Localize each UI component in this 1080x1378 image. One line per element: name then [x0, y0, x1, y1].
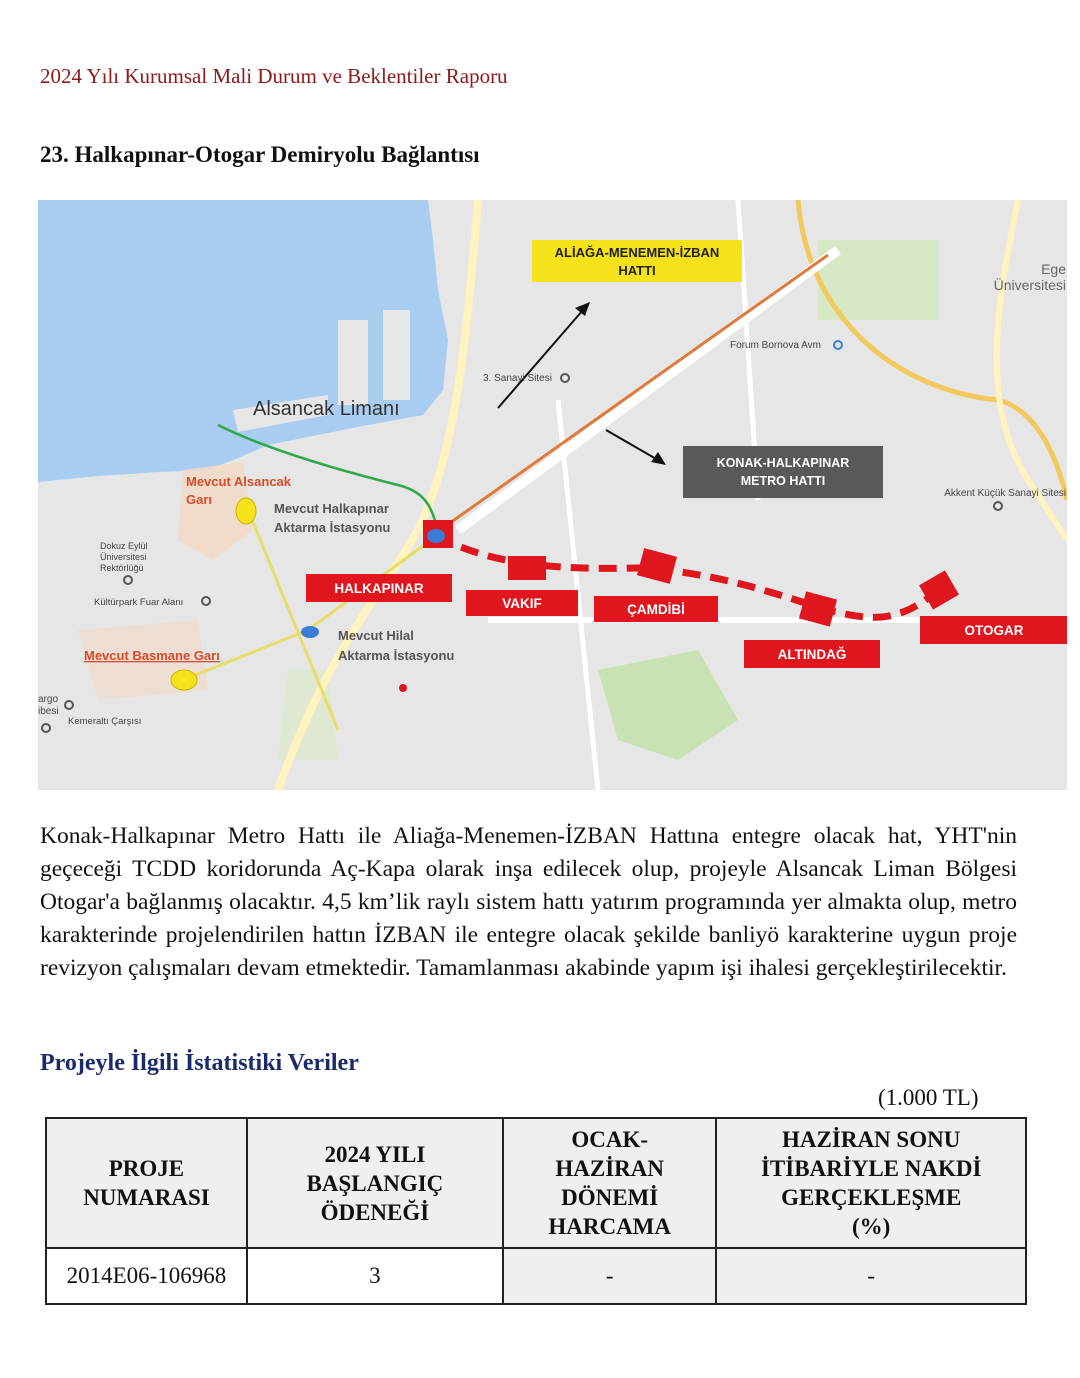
header-jan-jun-spending: OCAK- HAZİRAN DÖNEMİ HARCAMA: [503, 1118, 716, 1248]
sanayi-sitesi-label: 3. Sanayi Sitesi: [483, 373, 552, 384]
ege-universitesi-label: Ege: [1041, 261, 1066, 277]
konak-line-label: KONAK-HALKAPINAR: [716, 456, 850, 470]
header-initial-allocation: 2024 YILI BAŞLANGIÇ ÖDENEĞİ: [247, 1118, 503, 1248]
basmane-gari-label: Mevcut Basmane Garı: [84, 648, 220, 663]
stats-table: [45, 1117, 1027, 1305]
station-vakif: VAKIF: [502, 596, 542, 611]
port-pier: [383, 310, 410, 400]
report-header: 2024 Yılı Kurumsal Mali Durum ve Beklentiler Raporu: [40, 64, 508, 88]
cell-initial-allocation: 3: [247, 1248, 503, 1304]
dokuz-eylul-label: Üniversitesi: [100, 552, 147, 562]
hilal-aktarma-label: Aktarma İstasyonu: [338, 648, 455, 663]
cell-jan-jun-spending: -: [503, 1248, 716, 1304]
header-realization-percent: HAZİRAN SONU İTİBARİYLE NAKDİ GERÇEKLEŞME (%): [716, 1118, 1026, 1248]
existing-station-marker: [301, 626, 319, 638]
alsancak-gari-label: Mevcut Alsancak: [186, 474, 292, 489]
ege-universitesi-label: Üniversitesi: [993, 277, 1066, 293]
station-halkapinar: HALKAPINAR: [334, 581, 424, 596]
aliaga-line-label: HATTI: [618, 263, 656, 278]
route-map: [38, 200, 1067, 790]
station-altindag: ALTINDAĞ: [777, 647, 847, 662]
existing-station-marker: [236, 498, 256, 524]
table-row: [46, 1248, 1026, 1304]
port-pier: [338, 320, 368, 405]
kemeralti-label: Kemeraltı Çarşısı: [68, 716, 142, 727]
station-camdibi: ÇAMDİBİ: [627, 602, 685, 617]
kulturpark-label: Kültürpark Fuar Alanı: [94, 597, 184, 608]
aliaga-line-label: ALİAĞA-MENEMEN-İZBAN: [554, 245, 720, 260]
kargo-label: ibesi: [38, 706, 59, 717]
project-description: Konak-Halkapınar Metro Hattı ile Aliağa-Menemen-İZBAN Hattına entegre olacak hat, YHT'nin geçeceği TCDD koridorunda Aç-Kapa olarak inşa edilecek olup, projeyle Alsancak Liman Bölgesi Otogar'a bağlanmış olacaktır. 4,5 km’lik raylı sistem hattı yatırım programında yer almakta olup, metro karakterinde projelendirilen hattın İZBAN ile entegre olacak şekilde banliyö karakterine uygun proje revizyon çalışmaları devam etmektedir. Tamamlanması akabinde yapım işi ihalesi gerçekleştirilecektir.: [40, 823, 1017, 981]
kargo-label: argo: [38, 694, 59, 705]
konak-line-label-box: [683, 446, 883, 498]
kucuk-sanayi-label: Akkent Küçük Sanayi Sitesi: [944, 488, 1066, 499]
cell-realization-percent: -: [716, 1248, 1026, 1304]
forum-bornova-label: Forum Bornova Avm: [730, 340, 821, 351]
cell-project-number: 2014E06-106968: [46, 1248, 247, 1304]
table-header-row: [46, 1118, 1026, 1248]
dokuz-eylul-label: Rektörlüğü: [100, 563, 144, 573]
konak-line-label: METRO HATTI: [740, 474, 826, 488]
halkapinar-aktarma-label: Aktarma İstasyonu: [274, 520, 391, 535]
alsancak-limani-label: Alsancak Limanı: [253, 398, 400, 420]
station-otogar: OTOGAR: [964, 623, 1024, 638]
dokuz-eylul-label: Dokuz Eylül: [100, 541, 148, 551]
poi-icon: [399, 684, 407, 692]
section-title: 23. Halkapınar-Otogar Demiryolu Bağlantısı: [40, 142, 480, 167]
transfer-marker: [427, 529, 445, 543]
station-marker: [508, 556, 546, 580]
halkapinar-aktarma-label: Mevcut Halkapınar: [274, 501, 389, 516]
existing-station-marker: [171, 670, 197, 690]
alsancak-gari-label: Garı: [186, 492, 213, 507]
stats-title: Projeyle İlgili İstatistiki Veriler: [40, 1050, 359, 1076]
unit-label: (1.000 TL): [878, 1085, 979, 1110]
hilal-aktarma-label: Mevcut Hilal: [338, 628, 414, 643]
header-project-number: PROJE NUMARASI: [46, 1118, 247, 1248]
